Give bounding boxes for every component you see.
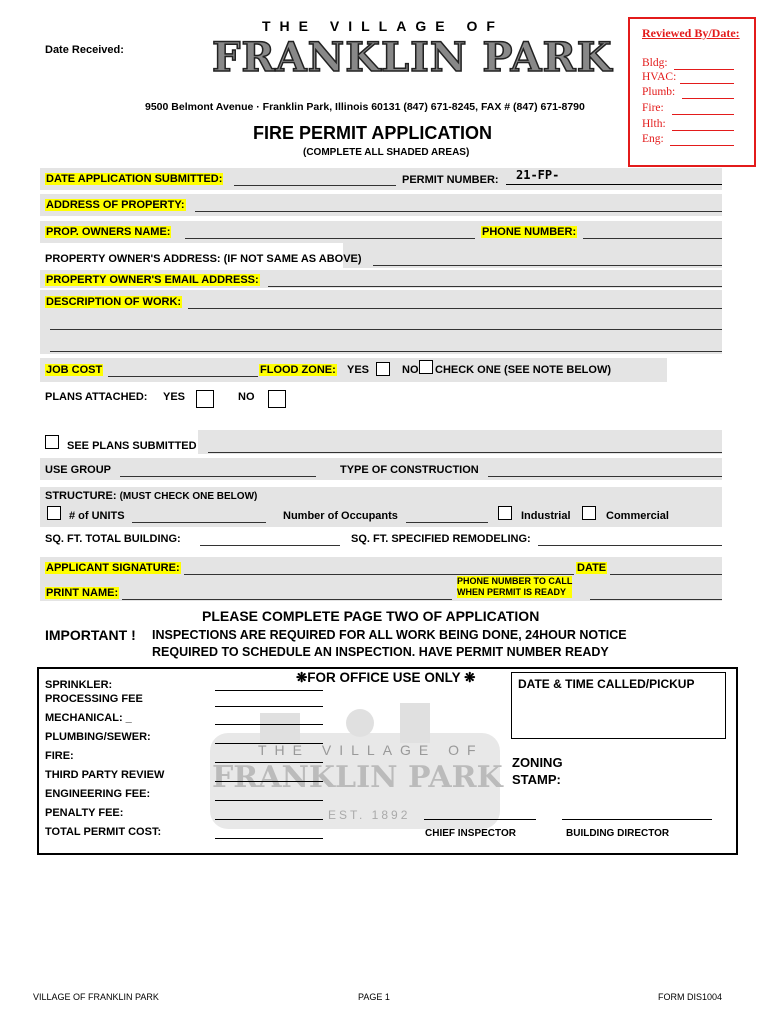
watermark-fp-text: FRANKLIN PARK — [212, 760, 503, 795]
flood-no-label: NO — [402, 364, 419, 376]
date-time-called-box[interactable] — [511, 672, 726, 739]
flood-yes-label: YES — [347, 364, 370, 376]
owners-name-input[interactable] — [185, 225, 475, 239]
building-director-label: BUILDING DIRECTOR — [566, 828, 670, 839]
phone-number-label: PHONE NUMBER: — [482, 226, 577, 238]
fee-sprinkler: SPRINKLER: — [45, 679, 113, 691]
permit-number-label: PERMIT NUMBER: — [402, 174, 499, 186]
owners-email-label: PROPERTY OWNER'S EMAIL ADDRESS: — [46, 274, 259, 286]
date-time-called-label: DATE & TIME CALLED/PICKUP — [518, 677, 695, 691]
fee-processing: PROCESSING FEE — [45, 693, 143, 705]
owners-email-input[interactable] — [268, 273, 722, 287]
see-plans-label: SEE PLANS SUBMITTED — [67, 440, 197, 452]
fee-plumbing: PLUMBING/SEWER: — [45, 731, 151, 743]
date-received-label: Date Received: — [45, 44, 124, 56]
zoning-stamp-label: ZONING STAMP: — [512, 755, 563, 787]
important-text-1: INSPECTIONS ARE REQUIRED FOR ALL WORK BEING DONE, 24HOUR NOTICE — [152, 628, 627, 642]
flood-zone-label: FLOOD ZONE: — [260, 364, 336, 376]
permit-number-value: 21-FP- — [516, 168, 560, 182]
watermark-est-text: EST. 1892 — [328, 808, 411, 822]
type-of-construction-input[interactable] — [488, 463, 722, 477]
flood-yes-checkbox[interactable] — [376, 362, 390, 376]
reviewed-title: Reviewed By/Date: — [642, 26, 740, 40]
address-of-property-input[interactable] — [195, 198, 722, 212]
franklin-park-logo: FRANKLIN PARK — [212, 34, 613, 81]
phone-to-call-label: PHONE NUMBER TO CALL WHEN PERMIT IS READY — [457, 576, 573, 597]
print-name-input[interactable] — [122, 586, 452, 600]
owners-address-input[interactable] — [373, 252, 722, 266]
plans-yes-label: YES — [163, 391, 186, 403]
address-of-property-label: ADDRESS OF PROPERTY: — [46, 199, 185, 211]
footer-left: VILLAGE OF FRANKLIN PARK — [33, 992, 159, 1002]
job-cost-input[interactable] — [108, 363, 258, 377]
review-hlth: Hlth: — [642, 118, 666, 130]
description-line-3[interactable] — [50, 338, 722, 352]
reviewed-by-box — [628, 17, 756, 167]
job-cost-label: JOB COST — [46, 364, 103, 376]
signature-date-input[interactable] — [610, 561, 722, 575]
fee-total: TOTAL PERMIT COST: — [45, 826, 162, 838]
owners-name-label: PROP. OWNERS NAME: — [46, 226, 171, 238]
description-line-2[interactable] — [50, 316, 722, 330]
phone-number-input[interactable] — [583, 225, 722, 239]
phone-to-call-input[interactable] — [590, 586, 722, 600]
commercial-checkbox[interactable] — [582, 506, 596, 520]
fee-engineering: ENGINEERING FEE: — [45, 788, 151, 800]
owners-address-label: PROPERTY OWNER'S ADDRESS: (IF NOT SAME AS ABOVE) — [45, 253, 362, 265]
review-hvac: HVAC: — [642, 71, 677, 83]
plans-attached-label: PLANS ATTACHED: — [45, 391, 148, 403]
plans-no-checkbox[interactable] — [268, 390, 286, 408]
village-address: 9500 Belmont Avenue · Franklin Park, Illinois 60131 (847) 671-8245, FAX # (847) 671-8790 — [145, 101, 585, 113]
see-plans-checkbox[interactable] — [45, 435, 59, 449]
plans-yes-checkbox[interactable] — [196, 390, 214, 408]
village-of-heading: THE VILLAGE OF — [262, 18, 504, 34]
occupants-input[interactable] — [406, 509, 488, 523]
fee-third-party: THIRD PARTY REVIEW — [45, 769, 165, 781]
applicant-signature-label: APPLICANT SIGNATURE: — [46, 562, 180, 574]
type-of-construction-label: TYPE OF CONSTRUCTION — [340, 464, 479, 476]
industrial-label: Industrial — [521, 510, 571, 522]
use-group-input[interactable] — [120, 463, 316, 477]
footer-page: PAGE 1 — [358, 992, 390, 1002]
review-bldg: Bldg: — [642, 57, 668, 69]
date-label: DATE — [577, 562, 607, 574]
important-text-2: REQUIRED TO SCHEDULE AN INSPECTION. HAVE PERMIT NUMBER READY — [152, 645, 609, 659]
see-plans-input[interactable] — [208, 439, 722, 453]
fee-fire: FIRE: — [45, 750, 74, 762]
form-title: FIRE PERMIT APPLICATION — [253, 123, 493, 143]
description-line-1[interactable] — [188, 295, 722, 309]
sqft-remodel-label: SQ. FT. SPECIFIED REMODELING: — [351, 533, 531, 545]
review-fire: Fire: — [642, 102, 664, 114]
structure-label: STRUCTURE: (MUST CHECK ONE BELOW) — [45, 490, 258, 502]
industrial-checkbox[interactable] — [498, 506, 512, 520]
use-group-label: USE GROUP — [45, 464, 112, 476]
applicant-signature-input[interactable] — [184, 561, 574, 575]
commercial-label: Commercial — [606, 510, 669, 522]
sqft-remodel-input[interactable] — [538, 532, 722, 546]
check-one-note: CHECK ONE (SEE NOTE BELOW) — [435, 364, 612, 376]
description-label: DESCRIPTION OF WORK: — [46, 296, 182, 308]
occupants-label: Number of Occupants — [283, 510, 398, 522]
units-checkbox[interactable] — [47, 506, 61, 520]
form-subtitle: (COMPLETE ALL SHADED AREAS) — [303, 147, 470, 158]
print-name-label: PRINT NAME: — [46, 587, 119, 599]
footer-form-number: FORM DIS1004 — [658, 992, 723, 1002]
fee-mechanical: MECHANICAL: _ — [45, 712, 132, 724]
units-label: # of UNITS — [69, 510, 125, 522]
chief-inspector-label: CHIEF INSPECTOR — [425, 828, 516, 839]
fee-penalty: PENALTY FEE: — [45, 807, 124, 819]
date-submitted-label: DATE APPLICATION SUBMITTED: — [46, 173, 223, 185]
important-label: IMPORTANT ! — [45, 627, 136, 643]
date-submitted-input[interactable] — [234, 172, 396, 186]
review-eng: Eng: — [642, 133, 664, 145]
flood-no-checkbox[interactable] — [419, 360, 433, 374]
review-plumb: Plumb: — [642, 86, 676, 98]
sqft-total-label: SQ. FT. TOTAL BUILDING: — [45, 533, 181, 545]
page-two-notice: PLEASE COMPLETE PAGE TWO OF APPLICATION — [202, 608, 540, 624]
watermark-village-text: THE VILLAGE OF — [258, 742, 484, 758]
units-input[interactable] — [132, 509, 266, 523]
plans-no-label: NO — [238, 391, 255, 403]
office-use-title: ❋FOR OFFICE USE ONLY ❋ — [296, 670, 476, 685]
sqft-total-input[interactable] — [200, 532, 340, 546]
